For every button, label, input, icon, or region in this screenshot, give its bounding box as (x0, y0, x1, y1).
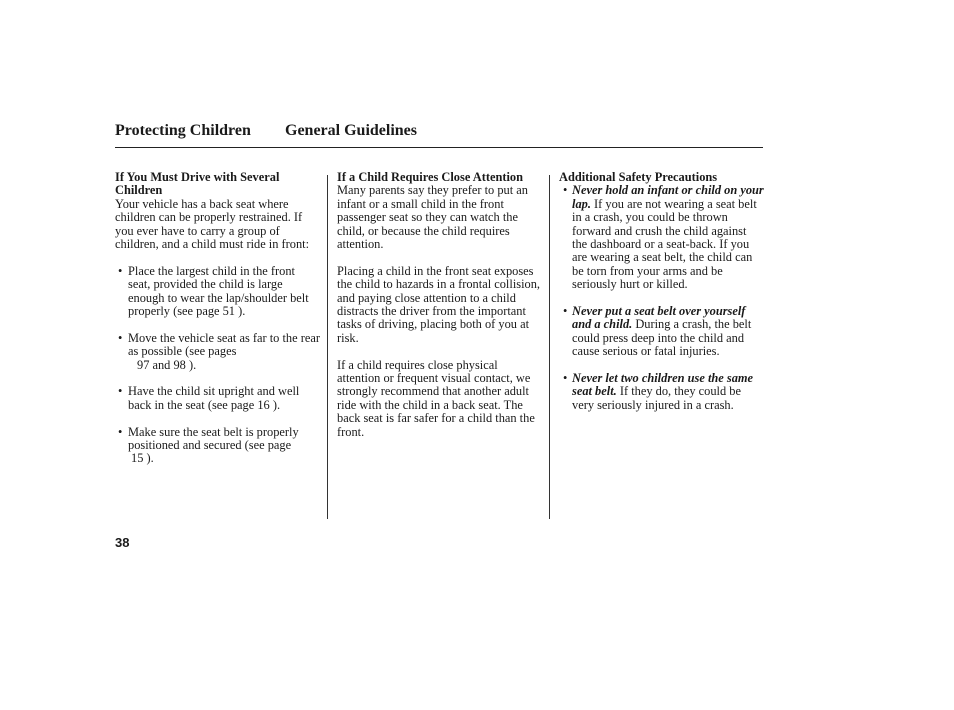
list-item (559, 184, 764, 291)
page-reference: 97 and 98 ). (137, 357, 197, 372)
column-divider (327, 175, 328, 519)
list-item (559, 372, 764, 412)
paragraph: If a child requires close physical attention or frequent visual contact, we strongly recommend that another adult ride with the child in a back seat. The back seat is far safer for a child than the front. (337, 357, 535, 439)
subheading-close-attention: If a Child Requires Close Attention (337, 170, 523, 184)
page-reference: 15 ). (131, 451, 154, 466)
column-several-children (115, 171, 320, 466)
column-divider (549, 175, 550, 519)
warning-text: Never let two children use the same seat belt. (572, 371, 754, 399)
subheading-safety-precautions: Additional Safety Precautions (559, 170, 718, 184)
bullet-text: Have the child sit upright and well back in the seat (see page 16 ). (128, 384, 300, 412)
section-title: Protecting Children (115, 122, 251, 139)
topic-title: General Guidelines (285, 122, 417, 139)
bullet-text: If you are not wearing a seat belt in a crash, you could be thrown forward and crush the child against the dashboard or a seat-back. If you are wearing a seat belt, the child can be torn from your arms and be seriously hurt or killed. (572, 196, 757, 292)
list-item (115, 385, 320, 412)
subheading-several-children: If You Must Drive with Several Children (115, 170, 280, 198)
warning-text: Never put a seat belt over yourself and a child. (572, 304, 746, 332)
column-safety-precautions (559, 171, 764, 412)
bullet-text: During a crash, the belt could press deep into the child and cause serious or fatal injuries. (572, 317, 752, 359)
bullet-text: Place the largest child in the front seat, provided the child is large enough to wear the lap/shoulder belt properly (see page 51 ). (128, 263, 309, 319)
list-item (559, 305, 764, 359)
bullet-list-precautions (559, 184, 764, 412)
bullet-list-several-children (115, 265, 320, 466)
bullet-text: Make sure the seat belt is properly positioned and secured (see page (128, 424, 299, 453)
list-item (115, 426, 320, 466)
column-close-attention (337, 171, 544, 439)
list-item (115, 332, 320, 372)
page-header (115, 121, 763, 148)
bullet-text: Move the vehicle seat as far to the rear as possible (see pages (128, 330, 320, 359)
bullet-text: If they do, they could be very seriously injured in a crash. (572, 384, 741, 412)
warning-text: Never hold an infant or child on your lap. (572, 183, 764, 211)
paragraph: Many parents say they prefer to put an infant or a small child in the front passenger seat so they can watch the child, or because the child requires attention. (337, 183, 528, 252)
intro-paragraph: Your vehicle has a back seat where children can be properly restrained. If you ever have to carry a group of children, and a child must ride in front: (115, 196, 310, 252)
paragraph: Placing a child in the front seat exposes the child to hazards in a frontal collision, and paying close attention to a child distracts the driver from the important tasks of driving, placing both of you at risk. (337, 263, 541, 345)
page-number: 38 (115, 535, 130, 550)
list-item (115, 265, 320, 319)
